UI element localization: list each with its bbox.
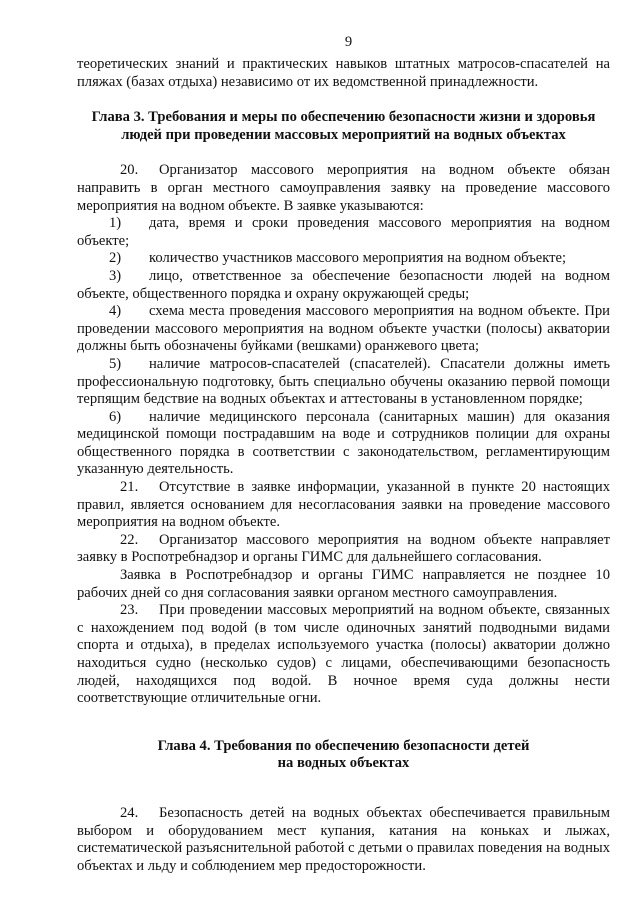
chapter-4-heading bbox=[77, 738, 610, 773]
list-item-number: 2) bbox=[109, 250, 122, 267]
chapter-3-title-line-1: Глава 3. Требования и меры по обеспечению безопасности жизни и здоровья bbox=[91, 109, 596, 126]
list-item-number: 5) bbox=[109, 355, 122, 372]
list-item-number: 6) bbox=[109, 408, 122, 425]
intro-continuation: теоретических знаний и практических навыков штатных матросов-спасателей на пляжах (базах отдыха) независимо от их ведомственной принадлежности. bbox=[77, 56, 610, 90]
list-item-number: 4) bbox=[109, 303, 122, 320]
list-item-text: дата, время и сроки проведения массового мероприятия на водном объекте; bbox=[77, 215, 610, 249]
chapter-4-title-line-1: Глава 4. Требования по обеспечению безопасности детей bbox=[157, 737, 530, 754]
paragraph-24-number: 24. bbox=[120, 804, 139, 821]
paragraph-23-text: При проведении массовых мероприятий на водном объекте, связанных с нахождением под водой (в том числе одиночных занятий подводными видами спорта и отдыха), в пределах используемого участка (полосы) акватории должно находиться судно (несколько судов) с лицами, обеспечивающими безопасность людей, находящихся под водой. В ночное время суда должны нести соответствующие отличительные огни. bbox=[77, 602, 610, 707]
paragraph-20-number: 20. bbox=[120, 162, 139, 179]
chapter-3-title-line-2: людей при проведении массовых мероприятий на водных объектах bbox=[121, 126, 566, 143]
paragraph-20-text: Организатор массового мероприятия на водном объекте обязан направить в орган местного самоуправления заявку на проведение массового мероприятия на водном объекте. В заявке указываются: bbox=[77, 162, 610, 214]
paragraph-22 bbox=[77, 532, 610, 567]
paragraph-22-number: 22. bbox=[120, 531, 139, 548]
paragraph-22-text: Организатор массового мероприятия на водном объекте направляет заявку в Роспотребнадзор и органы ГИМС для дальнейшего согласования. bbox=[77, 531, 610, 566]
list-item-number: 3) bbox=[109, 267, 122, 284]
paragraph-23 bbox=[77, 602, 610, 708]
list-item-text: лицо, ответственное за обеспечение безопасности людей на водном объекте, общественного порядка и охрану окружающей среды; bbox=[77, 267, 610, 302]
document-page bbox=[77, 34, 610, 875]
list-item bbox=[77, 250, 610, 268]
list-item bbox=[77, 303, 610, 356]
list-item-text: количество участников массового мероприятия на водном объекте; bbox=[149, 250, 567, 267]
paragraph-24-text: Безопасность детей на водных объектах обеспечивается правильным выбором и оборудованием мест купания, катания на коньках и лыжах, систематической разъяснительной работой с детьми о правилах поведения на водных объектах и льду и соблюдением мер предосторожности. bbox=[77, 804, 610, 874]
list-item-number: 1) bbox=[109, 215, 122, 232]
paragraph-21-number: 21. bbox=[120, 479, 139, 496]
list-item bbox=[77, 215, 610, 250]
list-item-text: наличие медицинского персонала (санитарных машин) для оказания медицинской помощи пострадавшим на воде и сотрудников полиции для охраны общественного порядка в соответствии с законодательством, регламентирующим указанную деятельность. bbox=[77, 408, 610, 478]
list-item-text: схема места проведения массового мероприятия на водном объекте. При проведении массового мероприятия на водном объекте участки (полосы) акватории должны быть обозначены буйками (вешками) оранжевого цвета; bbox=[77, 303, 610, 355]
list-item bbox=[77, 268, 610, 303]
chapter-4-title-line-2: на водных объектах bbox=[277, 755, 410, 772]
paragraph-20 bbox=[77, 162, 610, 215]
list-item bbox=[77, 409, 610, 479]
paragraph-21 bbox=[77, 479, 610, 532]
list-item-text: наличие матросов-спасателей (спасателей). Спасатели должны иметь профессиональную подготовку, быть специально обучены оказанию первой помощи терпящим бедствие на водных объектах и аттестованы в установленном порядке; bbox=[77, 355, 610, 408]
paragraph-24 bbox=[77, 805, 610, 875]
paragraph-23-number: 23. bbox=[120, 602, 139, 619]
paragraph-22-continued: Заявка в Роспотребнадзор и органы ГИМС направляется не позднее 10 рабочих дней со дня согласования заявки органом местного самоуправления. bbox=[77, 567, 610, 601]
page-number: 9 bbox=[344, 34, 353, 50]
paragraph-21-text: Отсутствие в заявке информации, указанной в пункте 20 настоящих правил, является основанием для несогласования заявки на проведение массового мероприятия на водном объекте. bbox=[77, 479, 610, 531]
chapter-3-heading bbox=[77, 109, 610, 144]
list-item bbox=[77, 356, 610, 409]
